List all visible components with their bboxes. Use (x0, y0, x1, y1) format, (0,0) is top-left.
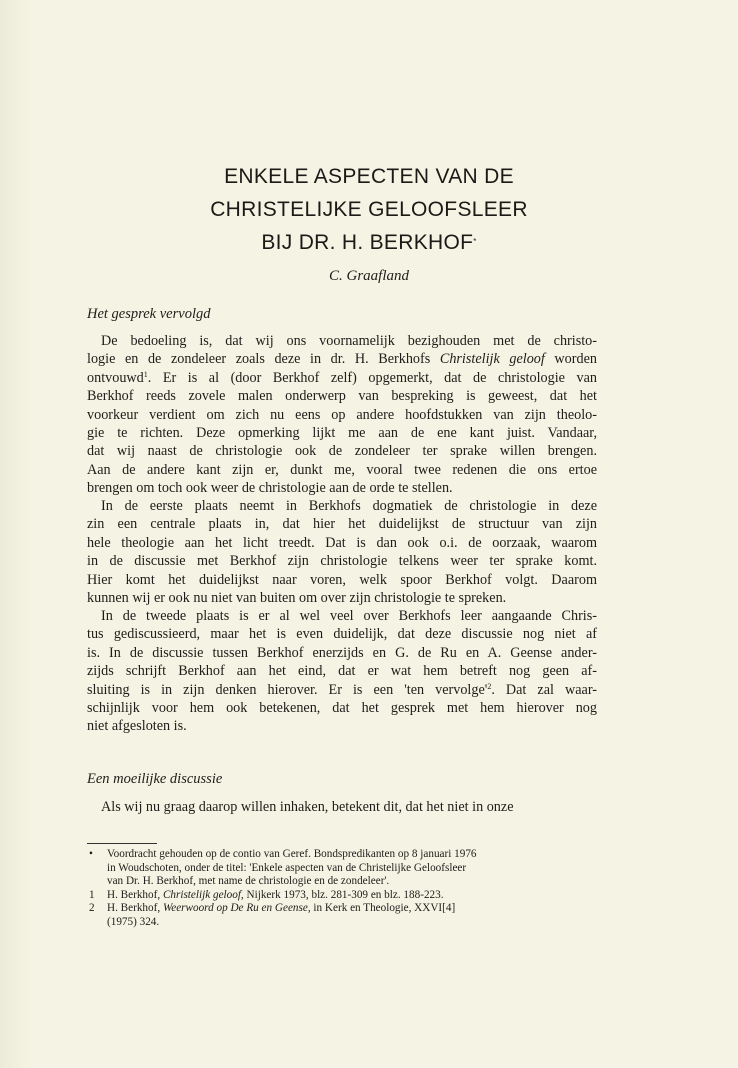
p1-line-8: Aan de andere kant zijn er, dunkt me, vooral twee redenen die ons ertoe (87, 461, 597, 478)
paragraph-2 (87, 497, 597, 607)
p3-line-6: schijnlijk voor hem ook betekenen, dat het gesprek met hem hierover nog (87, 700, 597, 717)
footnote-1-author: H. Berkhof, (107, 888, 163, 901)
p3-line-7: niet afgesloten is. (87, 718, 187, 735)
paragraph-1 (87, 332, 597, 498)
footnote-ref-1: 1 (143, 369, 148, 379)
footnote-2-mark: 2 (89, 902, 95, 915)
footnote-2-author: H. Berkhof, (107, 902, 163, 915)
p1-line-9: brengen om toch ook weer de christologie aan de orde te stellen. (87, 480, 453, 497)
title-line-2: CHRISTELIJKE GELOOFSLEER (210, 198, 528, 221)
section-heading-2: Een moeilijke discussie (87, 771, 223, 787)
footnote-2 (87, 902, 597, 929)
footnote-ref-2: 2 (487, 681, 492, 691)
p4-line-1: Als wij nu graag daarop willen inhaken, betekent dit, dat het niet in onze (101, 799, 514, 815)
title-line-3 (0, 226, 738, 259)
p3-line-1: In de tweede plaats is er al wel veel over Berkhofs leer aangaande Chris- (101, 608, 597, 624)
p3-line-2: tus gediscussieerd, maar het is even duidelijk, dat deze discussie nog niet af (87, 626, 597, 643)
p2-line-2: zin een centrale plaats in, dat hier het duidelijkst de structuur van zijn (87, 516, 597, 533)
p2-line-4: in de discussie met Berkhof zijn christologie telkens weer ter sprake komt. (87, 553, 597, 570)
p1-line-3-start: ontvouwd (87, 369, 144, 386)
p1-line-6: gie te richten. Deze opmerking lijkt me aan de ene kant juist. Vandaar, (87, 425, 597, 442)
footnote-1-title: Christelijk geloof, (162, 888, 244, 901)
section-heading-1: Het gesprek vervolgd (87, 306, 211, 322)
p3-line-5-end: . Dat zal waar- (491, 681, 597, 698)
footnote-star-line-2: in Woudschoten, onder de titel: 'Enkele aspecten van de Christelijke Geloofsleer (107, 861, 467, 874)
p1-line-5: voorkeur verdient om zich nu eens op andere hoofdstukken van zijn theolo- (87, 406, 597, 423)
paragraph-4 (87, 798, 597, 816)
p3-line-5 (87, 681, 597, 699)
paragraph-3 (87, 607, 597, 736)
p1-line-7: dat wij naast de christologie ook de zondeleer ter sprake willen brengen. (87, 443, 597, 460)
footnote-star-mark: • (89, 848, 93, 860)
footnote-divider (87, 843, 157, 844)
book-title-italic: Christelijk geloof (439, 351, 545, 368)
p1-line-2 (87, 350, 597, 368)
footnote-star (87, 848, 597, 889)
p1-line-2-end: worden (544, 351, 597, 368)
p3-line-3: is. In de discussie tussen Berkhof enerzijds en G. de Ru en A. Geense ander- (87, 644, 597, 661)
footnote-1-mark: 1 (89, 888, 95, 901)
p3-line-5-start: sluiting is in zijn denken hierover. Er is een 'ten vervolge' (87, 681, 488, 698)
footnote-2-rest: in Kerk en Theologie, XXVI[4] (310, 902, 456, 915)
footnote-1-line (107, 889, 597, 903)
footnote-2-line-1 (107, 902, 597, 916)
footnote-1 (87, 889, 597, 903)
p1-line-2-text: logie en de zondeleer zoals deze in dr. H. Berkhofs (87, 351, 440, 368)
footnote-2-line-2: (1975) 324. (107, 915, 160, 928)
p1-line-3-end: . Er is al (door Berkhof zelf) opgemerkt, dat de christologie van (147, 369, 597, 386)
p2-line-6: kunnen wij er ook nu niet van buiten om over zijn christologie te spreken. (87, 590, 507, 607)
footnote-star-line-1: Voordracht gehouden op de contio van Geref. Bondspredikanten op 8 januari 1976 (107, 848, 477, 860)
title-line-3-text: BIJ DR. H. BERKHOF (261, 231, 474, 254)
p1-line-4: Berkhof reeds zovele malen onderwerp van bespreking is geweest, dat het (87, 388, 597, 405)
title-line-1: ENKELE ASPECTEN VAN DE (224, 165, 514, 188)
article-title (0, 160, 738, 259)
p1-line-3 (87, 369, 597, 387)
p2-line-3: hele theologie aan het licht treedt. Dat is dan ook o.i. de oorzaak, waarom (87, 534, 597, 551)
p2-line-1: In de eerste plaats neemt in Berkhofs dogmatiek de christologie in deze (101, 498, 597, 514)
footnote-star-line-3: van Dr. H. Berkhof, met name de christologie en de zondeleer'. (107, 875, 390, 888)
author: C. Graafland (328, 268, 409, 284)
footnote-2-title: Weerwoord op De Ru en Geense, (162, 902, 311, 915)
title-asterisk: * (473, 237, 477, 246)
p2-line-5: Hier komt het duidelijkst naar voren, welk spoor Berkhof volgt. Daarom (87, 571, 597, 588)
footnote-1-rest: Nijkerk 1973, blz. 281-309 en blz. 188-223. (243, 888, 444, 901)
p3-line-4: zijds schrijft Berkhof aan het eind, dat er wat hem betreft nog geen af- (87, 663, 597, 680)
footnotes (87, 848, 597, 930)
p1-line-1: De bedoeling is, dat wij ons voornamelijk bezighouden met de christo- (101, 333, 597, 349)
